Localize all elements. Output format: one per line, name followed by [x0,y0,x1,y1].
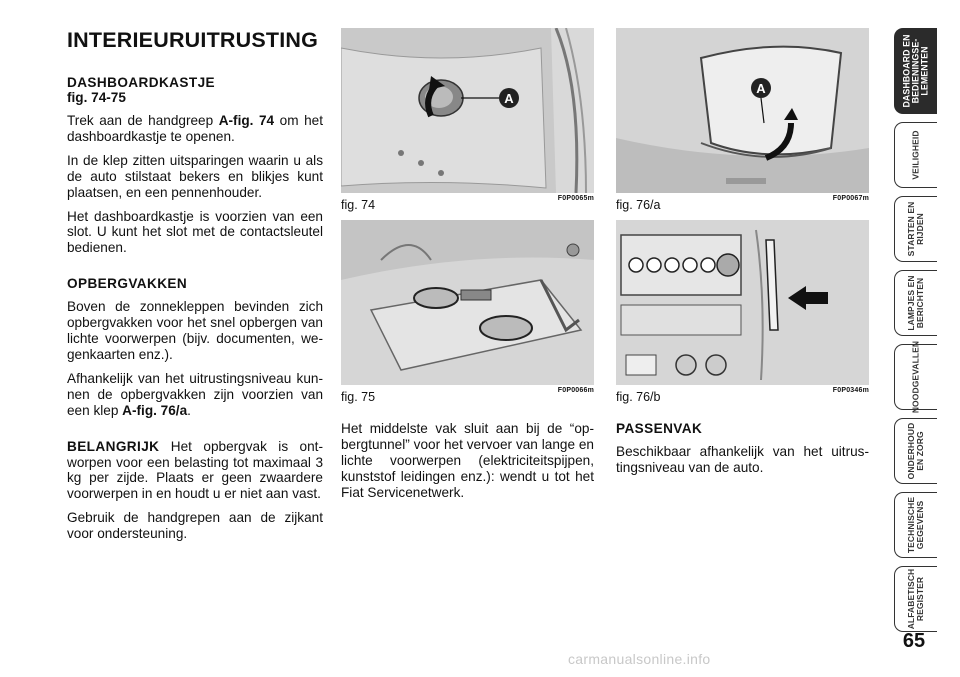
tab-alfabetisch-register[interactable]: ALFABETISCH REGISTER [894,566,937,632]
tab-lampjes-en-berichten[interactable]: LAMPJES EN BERICHTEN [894,270,937,336]
section-heading-opbergvakken: OPBERGVAKKEN [67,276,188,292]
section-heading-dashboardkastje: DASHBOARDKASTJE [67,75,215,90]
figure-75-caption [341,387,594,407]
paragraph-tunnel: Het middelste vak sluit aan bij de “opbergtunnel” voor het vervoer van lange en lichte voorwerpen (elektriciteitspijpen, kunststof leidingen enz.): wendt u tot het Fiat Servicenetwerk. [341,421,594,500]
figure-marker-a: A [756,81,766,96]
tab-dashboard[interactable]: DASHBOARD EN BEDIENINGSE- LEMENTEN [894,28,937,114]
warning-label: BELANGRIJK [67,438,160,454]
tab-technische-gegevens[interactable]: TECHNISCHE GEGEVENS [894,492,937,558]
tab-veiligheid[interactable]: VEILIGHEID [894,122,937,188]
paragraph-handles: Gebruik de handgrepen aan de zijkant voor ondersteuning. [67,510,323,542]
warning-paragraph: BELANGRIJK Het opbergvak is ontworpen voor een belasting tot maximaal 3 kg per zijde. Plaats er geen zwaardere voorwerpen in en houdt u er niet aan vast. [67,438,323,502]
figure-label: fig. 76/b [616,390,661,404]
figure-marker-a: A [504,91,514,106]
figure-ref-inline: A-fig. 76/a [122,402,188,418]
paragraph-cupholders: In de klep zitten uitsparingen waarin u als de auto stilstaat bekers en blikjes kunt plaatsen, en een pennenhouder. [67,152,323,200]
paragraph-storage-lid: Afhankelijk van het uitrustingsniveau kunnen de opbergvakken zijn voorzien van een klep A-fig. 76/a. [67,370,323,418]
middle-column [341,28,594,509]
section-heading-passenvak: PASSENVAK [616,421,703,436]
figure-reference: fig. 74-75 [67,90,126,105]
paragraph-storage: Boven de zonnekleppen bevinden zich opbergvakken voor het snel opbergen van lichte voorwerpen (bijv. documenten, wegenkaarten enz.). [67,299,323,362]
figure-code: F0P0346m [832,387,869,394]
figure-label: fig. 74 [341,198,376,212]
figure-76a-caption [616,195,869,215]
paragraph-handle: Trek aan de handgreep A-fig. 74 om het dashboardkastje te openen. [67,113,323,144]
figure-ref-inline: A-fig. 74 [218,113,275,128]
page-number: 65 [902,630,926,652]
tab-onderhoud[interactable]: ONDERHOUD EN ZORG [894,418,937,484]
figure-74-image [341,28,594,193]
right-column [616,28,869,484]
tab-noodgevallen[interactable]: NOODGEVALLEN [894,344,937,410]
watermark: carmanualsonline.info [568,651,711,667]
figure-code: F0P0067m [832,195,869,202]
figure-74-caption [341,195,594,215]
figure-code: F0P0066m [557,387,594,394]
chapter-sidebar [894,28,937,640]
figure-76b-image [616,220,869,385]
figure-75-image [341,220,594,385]
paragraph-lock: Het dashboardkastje is voorzien van een slot. U kunt het slot met de contactsleutel bedienen. [67,208,323,256]
page-title: INTERIEURUITRUSTING [67,28,319,52]
figure-label: fig. 75 [341,390,376,404]
paragraph-card-holder: Beschikbaar afhankelijk van het uitrustingsniveau van de auto. [616,444,869,475]
figure-76a-image [616,28,869,193]
figure-76b-caption [616,387,869,407]
figure-code: F0P0065m [557,195,594,202]
tab-starten-en-rijden[interactable]: STARTEN EN RIJDEN [894,196,937,262]
figure-label: fig. 76/a [616,198,661,212]
left-column [67,28,323,550]
